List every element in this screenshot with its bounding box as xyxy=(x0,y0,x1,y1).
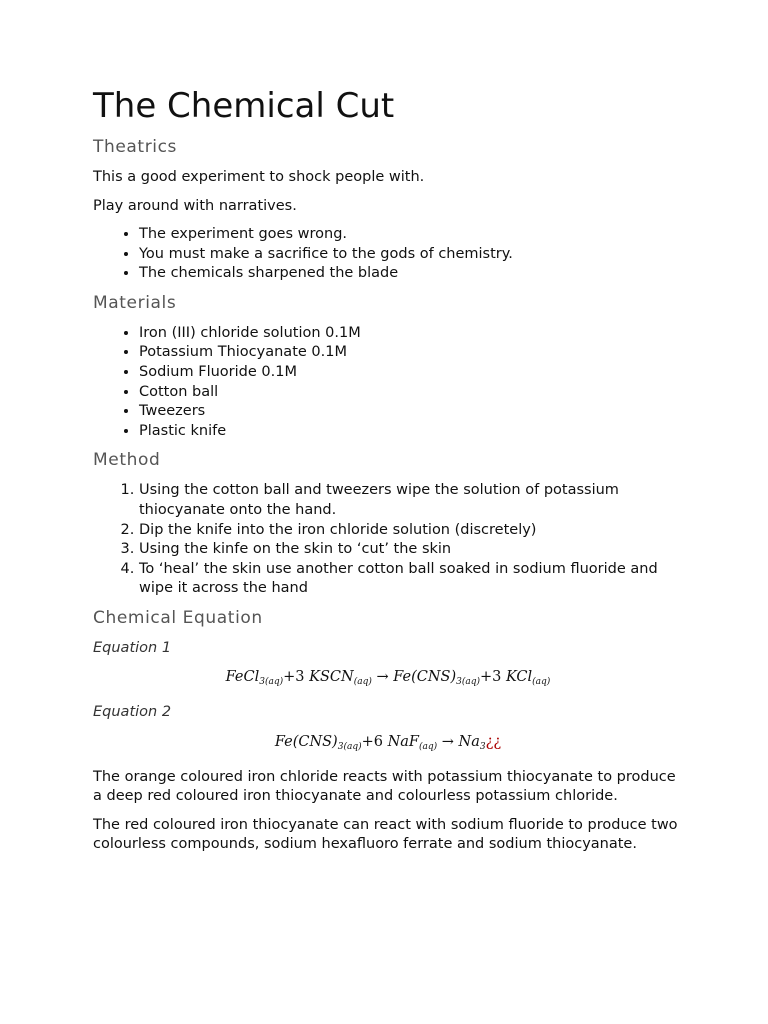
eq-term: Fe xyxy=(393,669,412,686)
equation-paragraph-2: The red coloured iron thiocyanate can react with sodium fluoride to produce two colourless compounds, sodium hexafluoro ferrate and sodium thiocyanate. xyxy=(93,816,678,853)
heading-method: Method xyxy=(93,450,161,471)
list-item: • Potassium Thiocyanate 0.1M xyxy=(139,343,683,363)
eq-term: (CNS) xyxy=(411,669,457,686)
equation-2-label: Equation 2 xyxy=(93,704,172,721)
list-item: • Plastic knife xyxy=(139,422,683,442)
eq-term: Na xyxy=(458,733,480,750)
heading-chemical-equation: Chemical Equation xyxy=(93,607,263,628)
materials-list xyxy=(93,324,683,442)
method-step: 4. To ‘heal’ the skin use another cotton ball soaked in sodium fluoride and wipe it across the hand xyxy=(139,560,683,599)
theatrics-list xyxy=(93,225,683,284)
eq-subscript: 3(aq) xyxy=(259,677,284,688)
eq-term: Fe xyxy=(274,733,293,750)
list-item: • The chemicals sharpened the blade xyxy=(139,264,683,284)
eq-term: KSCN xyxy=(309,669,354,686)
eq-term: FeCl xyxy=(225,669,260,686)
method-step: 1. Using the cotton ball and tweezers wipe the solution of potassium thiocyanate onto the hand. xyxy=(139,481,683,520)
eq-subscript: (aq) xyxy=(532,677,551,688)
eq-subscript: 3(aq) xyxy=(456,677,480,688)
method-list xyxy=(93,481,683,599)
eq-operator: +3 xyxy=(480,669,502,686)
theatrics-paragraph-1: This a good experiment to shock people with. xyxy=(93,169,425,185)
eq-arrow: → xyxy=(376,669,389,686)
theatrics-paragraph-2: Play around with narratives. xyxy=(93,197,297,214)
equation-paragraph-1: The orange coloured iron chloride reacts with potassium thiocyanate to produce a deep red coloured iron thiocyanate and colourless potassium chloride. xyxy=(93,768,676,805)
eq-arrow: → xyxy=(441,733,454,750)
eq-term: KCl xyxy=(505,669,533,686)
eq-subscript: 3 xyxy=(479,741,486,752)
equation-1 xyxy=(93,664,683,695)
list-item: • The experiment goes wrong. xyxy=(139,225,683,245)
heading-materials: Materials xyxy=(93,292,177,313)
eq-operator: +3 xyxy=(283,669,305,686)
equation-2 xyxy=(93,729,683,760)
list-item: • Cotton ball xyxy=(139,383,683,403)
eq-term: (CNS) xyxy=(292,733,338,750)
document-title: The Chemical Cut xyxy=(93,86,395,126)
eq-operator: +6 xyxy=(361,733,383,750)
list-item: • Tweezers xyxy=(139,402,683,422)
heading-theatrics: Theatrics xyxy=(93,137,178,157)
eq-term: NaF xyxy=(387,733,419,750)
method-step: 3. Using the kinfe on the skin to ‘cut’ the skin xyxy=(139,540,683,560)
list-item: • Iron (III) chloride solution 0.1M xyxy=(139,324,683,344)
eq-subscript: (aq) xyxy=(353,677,372,688)
eq-subscript: 3(aq) xyxy=(337,741,362,752)
document-page xyxy=(93,84,683,864)
equation-1-label: Equation 1 xyxy=(93,639,172,656)
list-item: • Sodium Fluoride 0.1M xyxy=(139,363,683,383)
list-item: • You must make a sacrifice to the gods of chemistry. xyxy=(139,245,683,265)
eq-render-error: ¿¿ xyxy=(485,733,502,750)
method-step: 2. Dip the knife into the iron chloride solution (discretely) xyxy=(139,521,683,541)
eq-subscript: (aq) xyxy=(419,741,438,752)
